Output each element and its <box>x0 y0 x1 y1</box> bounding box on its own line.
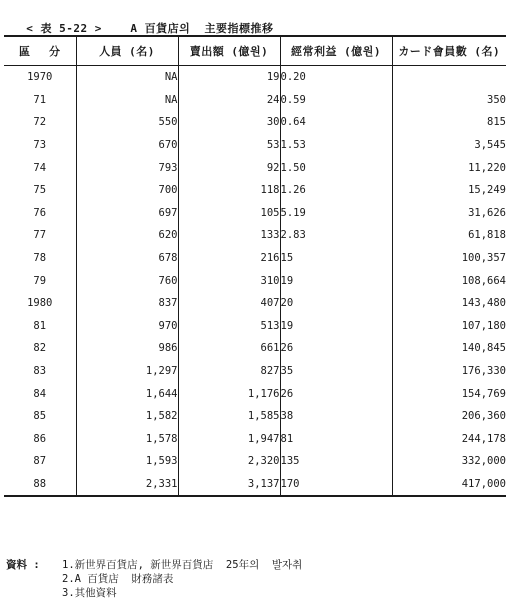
cell-period: 86 <box>33 432 47 445</box>
cell-period: 74 <box>33 161 47 174</box>
cell-staff: 550 <box>76 111 178 134</box>
table-row <box>4 224 506 247</box>
table-row <box>4 337 506 360</box>
cell-sales: 407 <box>178 292 280 315</box>
cell-period: 71 <box>33 93 47 106</box>
cell-sales: 3,137 <box>178 473 280 497</box>
cell-sales: 310 <box>178 269 280 292</box>
cell-period: 1980 <box>27 297 53 310</box>
cell-profit: 135 <box>280 450 392 473</box>
table-row <box>4 247 506 270</box>
cell-profit: 170 <box>280 473 392 497</box>
cell-sales: 1,947 <box>178 428 280 451</box>
cell-sales: 133 <box>178 224 280 247</box>
cell-staff: 760 <box>76 269 178 292</box>
table-row <box>4 202 506 225</box>
cell-card-members: 3,545 <box>392 134 506 157</box>
cell-period: 83 <box>33 365 47 378</box>
note-item: 2.A 百貨店 財務諸表 <box>62 573 174 585</box>
cell-staff: 1,578 <box>76 428 178 451</box>
cell-profit: 20 <box>280 292 392 315</box>
table-row <box>4 156 506 179</box>
cell-sales: 2,320 <box>178 450 280 473</box>
cell-staff: 697 <box>76 202 178 225</box>
header-sales: 賣出額 (億원) <box>178 36 280 66</box>
table-row <box>4 405 506 428</box>
cell-staff: 700 <box>76 179 178 202</box>
cell-sales: 19 <box>178 66 280 89</box>
cell-staff: 1,297 <box>76 360 178 383</box>
cell-period: 73 <box>33 139 47 152</box>
cell-sales: 661 <box>178 337 280 360</box>
cell-period: 82 <box>33 342 47 355</box>
cell-staff: 837 <box>76 292 178 315</box>
cell-staff: 678 <box>76 247 178 270</box>
cell-card-members: 108,664 <box>392 269 506 292</box>
cell-sales: 827 <box>178 360 280 383</box>
cell-staff: 970 <box>76 315 178 338</box>
cell-staff: 793 <box>76 156 178 179</box>
cell-card-members: 154,769 <box>392 382 506 405</box>
cell-card-members: 815 <box>392 111 506 134</box>
table-number: < 表 5-22 > <box>26 22 102 35</box>
cell-card-members: 417,000 <box>392 473 506 497</box>
cell-card-members <box>392 66 506 89</box>
cell-profit: 81 <box>280 428 392 451</box>
cell-period: 77 <box>33 229 47 242</box>
header-period: 區 分 <box>4 36 76 66</box>
cell-sales: 105 <box>178 202 280 225</box>
cell-period: 75 <box>33 184 47 197</box>
cell-card-members: 143,480 <box>392 292 506 315</box>
cell-card-members: 11,220 <box>392 156 506 179</box>
cell-profit: 0.64 <box>280 111 392 134</box>
cell-sales: 216 <box>178 247 280 270</box>
cell-card-members: 350 <box>392 89 506 112</box>
cell-sales: 513 <box>178 315 280 338</box>
table-title: A 百貨店의 主要指標推移 <box>130 22 274 35</box>
table-body <box>4 66 506 497</box>
table-row <box>4 179 506 202</box>
cell-profit: 1.50 <box>280 156 392 179</box>
cell-period: 78 <box>33 252 47 265</box>
cell-profit: 19 <box>280 269 392 292</box>
notes-label: 資料 : <box>6 559 40 571</box>
cell-profit: 19 <box>280 315 392 338</box>
header-staff: 人員 (名) <box>76 36 178 66</box>
cell-staff: 1,644 <box>76 382 178 405</box>
table-row <box>4 66 506 89</box>
cell-profit: 2.83 <box>280 224 392 247</box>
cell-staff: NA <box>76 66 178 89</box>
cell-card-members: 332,000 <box>392 450 506 473</box>
cell-period: 76 <box>33 206 47 219</box>
cell-staff: NA <box>76 89 178 112</box>
cell-sales: 53 <box>178 134 280 157</box>
cell-profit: 5.19 <box>280 202 392 225</box>
indicator-table <box>4 35 506 497</box>
table-row <box>4 269 506 292</box>
cell-card-members: 61,818 <box>392 224 506 247</box>
table-row <box>4 89 506 112</box>
cell-sales: 1,176 <box>178 382 280 405</box>
cell-period: 79 <box>33 274 47 287</box>
cell-staff: 1,593 <box>76 450 178 473</box>
cell-period: 85 <box>33 410 47 423</box>
table-row <box>4 428 506 451</box>
notes-list <box>62 558 302 600</box>
cell-period: 81 <box>33 319 47 332</box>
table-row <box>4 382 506 405</box>
header-row <box>4 36 506 66</box>
note-item: 3.其他資料 <box>62 587 117 599</box>
cell-sales: 92 <box>178 156 280 179</box>
cell-profit: 26 <box>280 337 392 360</box>
cell-sales: 30 <box>178 111 280 134</box>
cell-period: 87 <box>33 455 47 468</box>
cell-card-members: 244,178 <box>392 428 506 451</box>
note-item: 1.新世界百貨店, 新世界百貨店 25年의 발자취 <box>62 559 303 571</box>
cell-profit: 38 <box>280 405 392 428</box>
table-row <box>4 292 506 315</box>
cell-period: 72 <box>33 116 47 129</box>
cell-staff: 670 <box>76 134 178 157</box>
cell-card-members: 31,626 <box>392 202 506 225</box>
cell-period: 1970 <box>27 71 53 84</box>
table-row <box>4 134 506 157</box>
cell-profit: 0.59 <box>280 89 392 112</box>
cell-sales: 118 <box>178 179 280 202</box>
cell-profit: 0.20 <box>280 66 392 89</box>
cell-card-members: 206,360 <box>392 405 506 428</box>
cell-sales: 1,585 <box>178 405 280 428</box>
table-row <box>4 473 506 497</box>
table-row <box>4 315 506 338</box>
cell-card-members: 15,249 <box>392 179 506 202</box>
cell-card-members: 140,845 <box>392 337 506 360</box>
cell-staff: 1,582 <box>76 405 178 428</box>
cell-card-members: 100,357 <box>392 247 506 270</box>
cell-staff: 986 <box>76 337 178 360</box>
cell-profit: 35 <box>280 360 392 383</box>
cell-profit: 15 <box>280 247 392 270</box>
header-card-members: カード會員數 (名) <box>392 36 506 66</box>
table-row <box>4 450 506 473</box>
table-row <box>4 360 506 383</box>
cell-card-members: 107,180 <box>392 315 506 338</box>
cell-profit: 1.53 <box>280 134 392 157</box>
header-profit: 經常利益 (億원) <box>280 36 392 66</box>
cell-sales: 24 <box>178 89 280 112</box>
cell-profit: 1.26 <box>280 179 392 202</box>
table-row <box>4 111 506 134</box>
cell-period: 88 <box>33 477 47 490</box>
cell-profit: 26 <box>280 382 392 405</box>
cell-card-members: 176,330 <box>392 360 506 383</box>
cell-staff: 620 <box>76 224 178 247</box>
table-caption <box>12 7 274 35</box>
cell-period: 84 <box>33 387 47 400</box>
cell-staff: 2,331 <box>76 473 178 497</box>
